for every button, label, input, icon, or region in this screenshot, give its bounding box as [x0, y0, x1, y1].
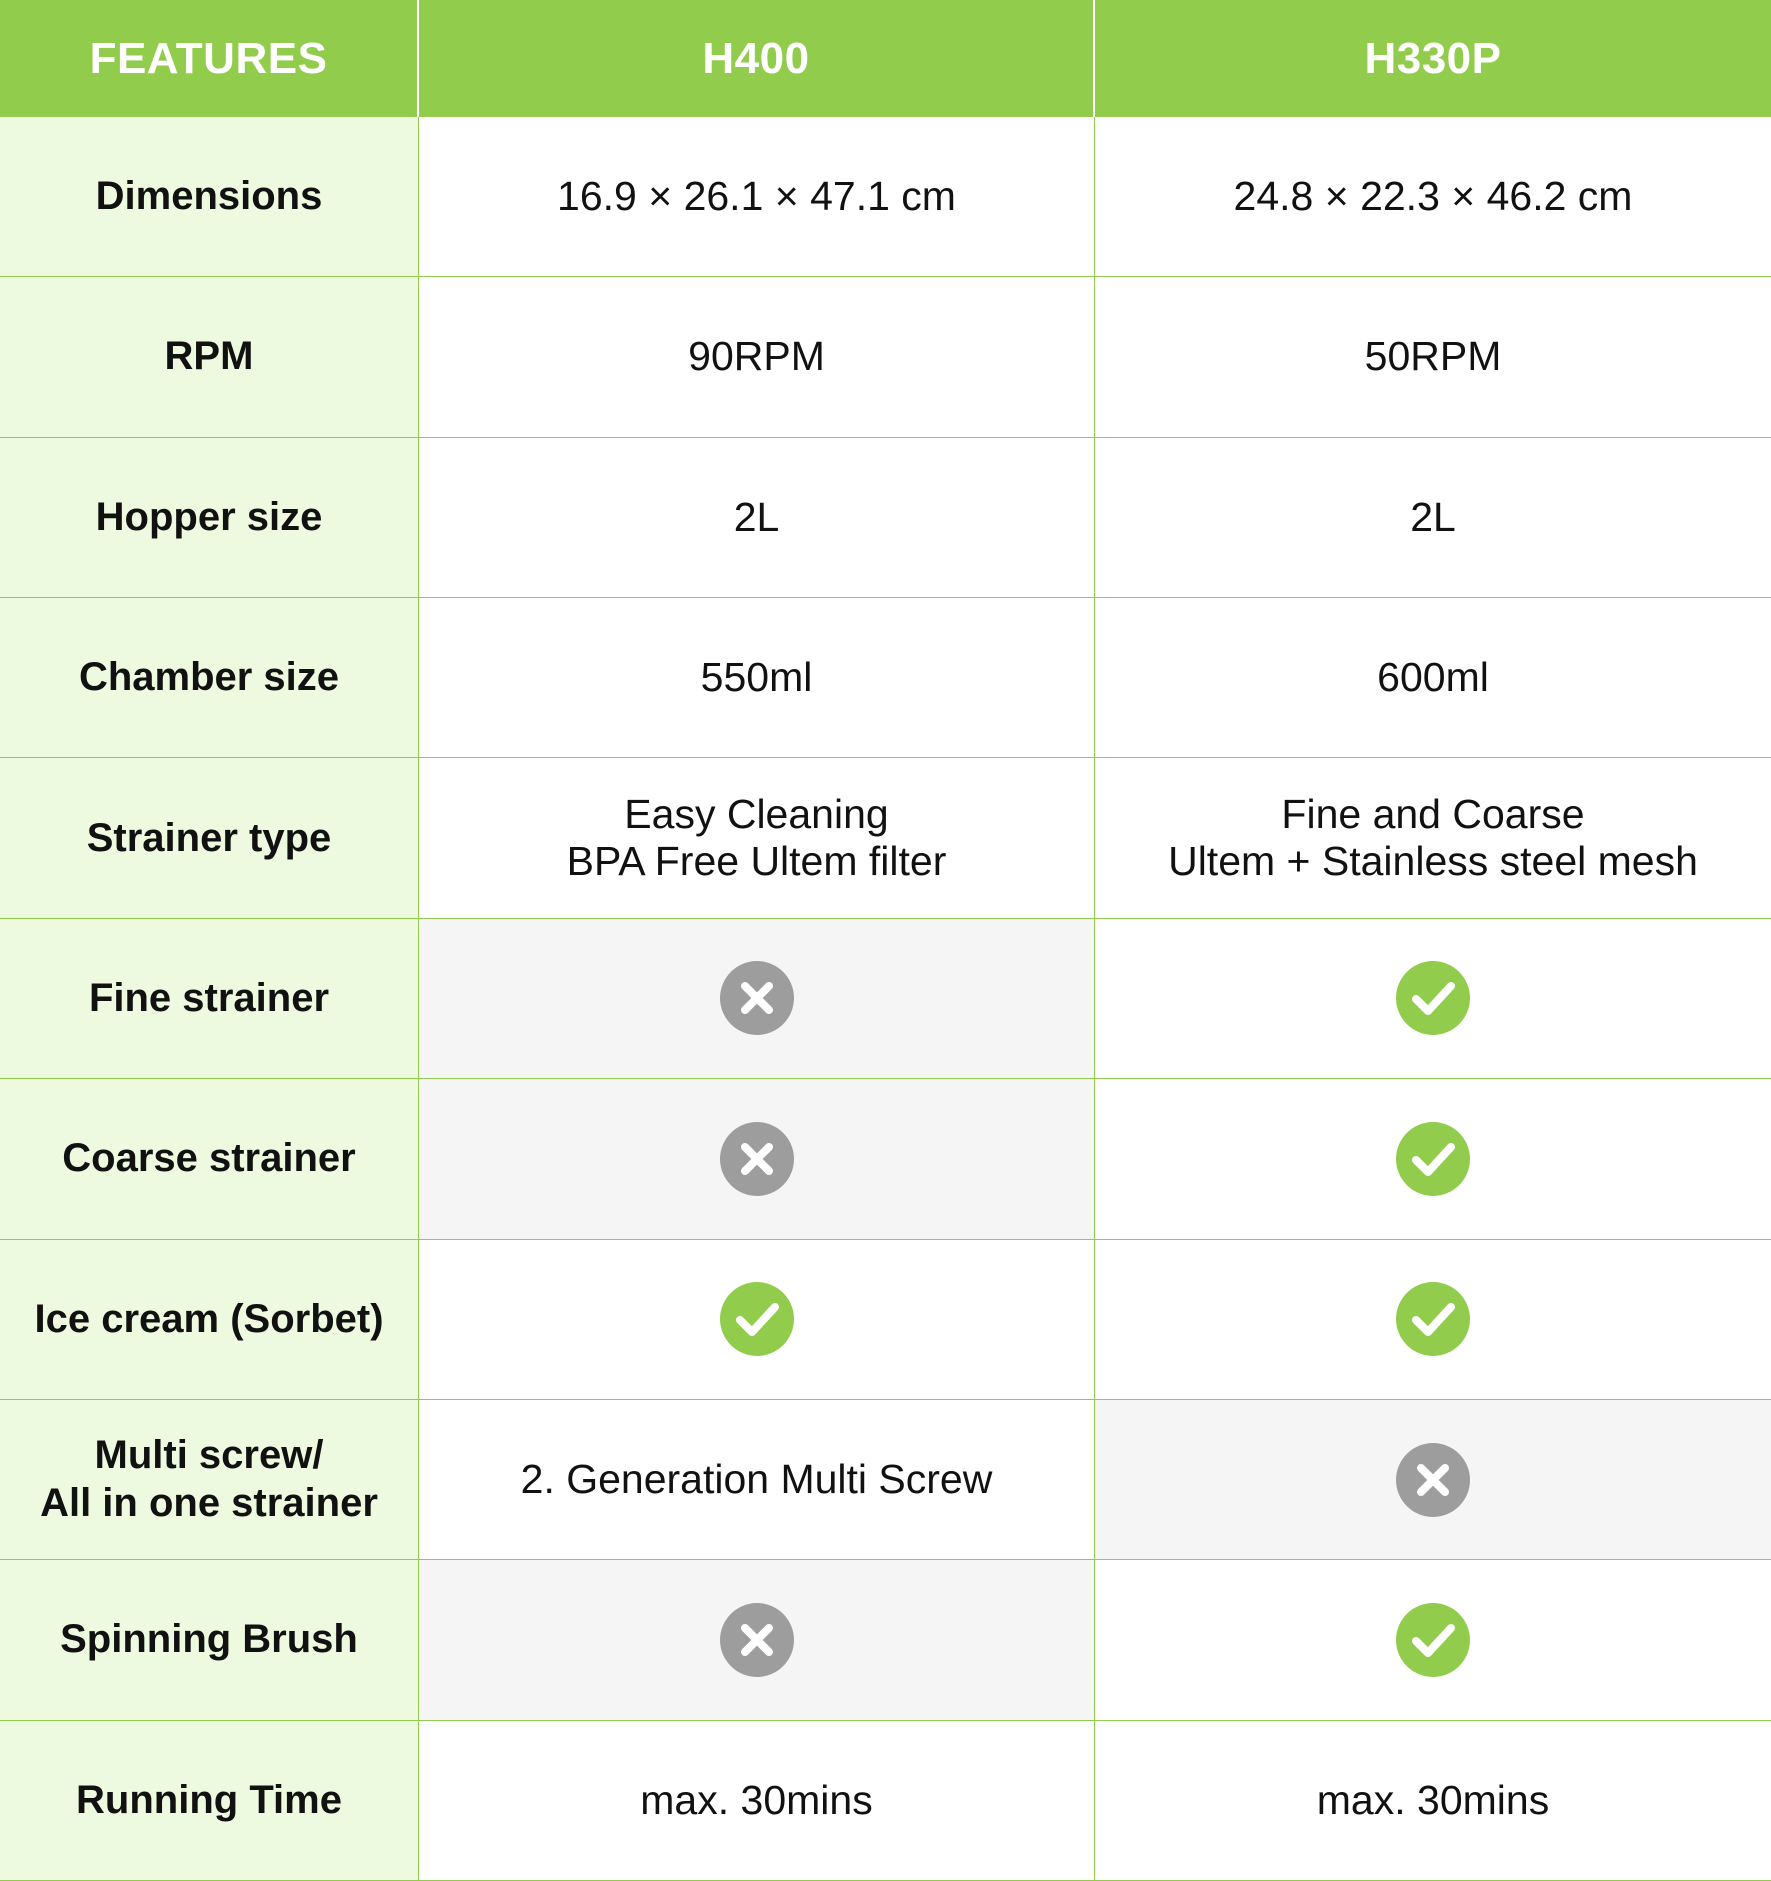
- value-text: 90RPM: [419, 277, 1095, 437]
- feature-label: [0, 1721, 419, 1881]
- value-yes: [1095, 919, 1771, 1079]
- feature-label: [0, 1400, 419, 1560]
- feature-label-text: Coarse strainer: [62, 1136, 356, 1181]
- value-text: Easy Cleaning BPA Free Ultem filter: [419, 758, 1095, 918]
- value-text: 550ml: [419, 598, 1095, 758]
- value-text: 2L: [419, 438, 1095, 598]
- value-text: 2. Generation Multi Screw: [419, 1400, 1095, 1560]
- feature-label: [0, 277, 419, 437]
- header-product-h330p: H330P: [1095, 0, 1771, 117]
- feature-label-text: Dimensions: [95, 174, 323, 219]
- value-no: [419, 1079, 1095, 1239]
- cross-icon: [720, 961, 794, 1035]
- value-no: [419, 919, 1095, 1079]
- feature-label-text: Ice cream (Sorbet): [34, 1296, 384, 1341]
- value-text: Fine and Coarse Ultem + Stainless steel mesh: [1095, 758, 1771, 918]
- check-icon: [1396, 1603, 1470, 1677]
- value-text: 16.9 × 26.1 × 47.1 cm: [419, 117, 1095, 277]
- feature-label-text: Spinning Brush: [60, 1617, 358, 1662]
- check-icon: [1396, 1122, 1470, 1196]
- feature-label: [0, 1560, 419, 1720]
- feature-label-text: Fine strainer: [88, 975, 330, 1020]
- feature-label: [0, 117, 419, 277]
- cross-icon: [720, 1122, 794, 1196]
- feature-label: [0, 438, 419, 598]
- feature-label-text: Multi screw/ All in one strainer: [40, 1433, 378, 1525]
- value-yes: [1095, 1240, 1771, 1400]
- check-icon: [1396, 961, 1470, 1035]
- value-text: max. 30mins: [1095, 1721, 1771, 1881]
- value-text: 50RPM: [1095, 277, 1771, 437]
- value-text: 2L: [1095, 438, 1771, 598]
- check-icon: [720, 1282, 794, 1356]
- header-product-h400: H400: [419, 0, 1095, 117]
- value-text: 600ml: [1095, 598, 1771, 758]
- value-yes: [419, 1240, 1095, 1400]
- cross-icon: [720, 1603, 794, 1677]
- feature-label-text: Strainer type: [86, 815, 332, 860]
- value-text: 24.8 × 22.3 × 46.2 cm: [1095, 117, 1771, 277]
- feature-label-text: Chamber size: [78, 655, 340, 700]
- value-text: max. 30mins: [419, 1721, 1095, 1881]
- check-icon: [1396, 1282, 1470, 1356]
- feature-label: [0, 598, 419, 758]
- value-yes: [1095, 1079, 1771, 1239]
- feature-label: [0, 758, 419, 918]
- feature-label: [0, 1079, 419, 1239]
- value-yes: [1095, 1560, 1771, 1720]
- feature-label-text: RPM: [164, 334, 254, 379]
- header-features: FEATURES: [0, 0, 419, 117]
- feature-label-text: Running Time: [76, 1777, 342, 1822]
- feature-label: [0, 919, 419, 1079]
- cross-icon: [1396, 1443, 1470, 1517]
- feature-label-text: Hopper size: [95, 494, 323, 539]
- feature-label: [0, 1240, 419, 1400]
- value-no: [419, 1560, 1095, 1720]
- value-no: [1095, 1400, 1771, 1560]
